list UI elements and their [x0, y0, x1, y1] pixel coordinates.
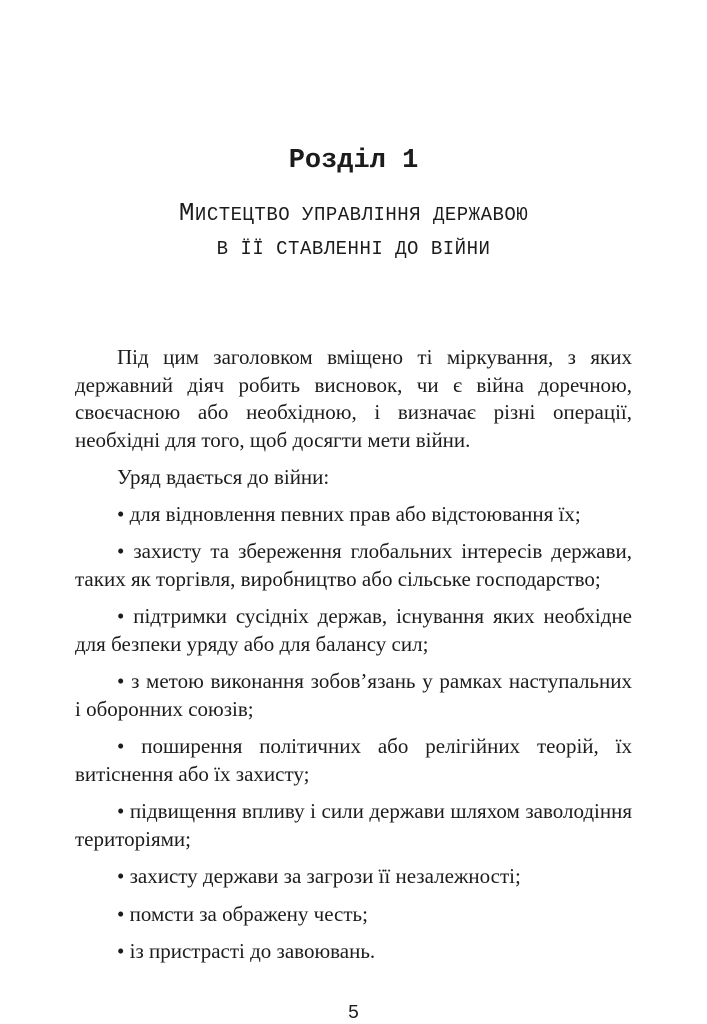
- bullet-icon: •: [117, 501, 125, 526]
- bullet-icon: •: [117, 799, 125, 823]
- bullet-text: підвищення впливу і сили держави шляхом заволодіння територіями;: [75, 799, 633, 851]
- bullet-item: [75, 863, 632, 891]
- chapter-heading: Розділ 1: [288, 146, 419, 176]
- bullet-icon: •: [117, 864, 125, 888]
- bullet-item: [75, 733, 632, 788]
- bullet-item: [75, 668, 632, 723]
- body-text: [75, 344, 632, 966]
- bullet-text: захисту держави за загрози її незалежності;: [129, 864, 521, 888]
- bullet-icon: •: [117, 539, 125, 563]
- bullet-item: [75, 603, 632, 658]
- bullet-icon: •: [117, 734, 125, 758]
- chapter-title-line1: МИСТЕЦТВО УПРАВЛІННЯ ДЕРЖАВОЮ: [178, 198, 529, 228]
- bullet-item: [75, 501, 632, 529]
- bullet-text: захисту та збереження глобальних інтересів держави, таких як торгівля, виробництво або сільське господарство;: [75, 539, 632, 591]
- bullet-text: поширення політичних або релігійних теорій, їх витіснення або їх захисту;: [75, 734, 632, 786]
- bullet-icon: •: [117, 669, 125, 693]
- bullet-text: з метою виконання зобов’язань у рамках наступальних і оборонних союзів;: [75, 669, 632, 721]
- bullet-text: підтримки сусідніх держав, існування яких необхідне для безпеки уряду або для балансу сил;: [75, 604, 632, 656]
- page-number: 5: [347, 1001, 360, 1024]
- bullet-text: для відновлення певних прав або відстоювання їх;: [129, 501, 581, 526]
- chapter-title-line2: В ЇЇ СТАВЛЕННІ ДО ВІЙНИ: [216, 238, 491, 260]
- bullet-icon: •: [117, 939, 125, 963]
- bullet-text: із пристрасті до завоювань.: [129, 939, 376, 963]
- bullet-item: [75, 938, 632, 966]
- bullet-item: [75, 798, 632, 853]
- bullet-icon: •: [117, 604, 125, 628]
- lead-line: Уряд вдається до війни:: [117, 465, 330, 489]
- intro-paragraph: Під цим заголовком вміщено ті міркування, з яких державний діяч робить висновок, чи є війна доречною, своєчасною або необхідною, і визначає різні операції, необхідні для того, щоб досягти мети війни.: [75, 345, 632, 452]
- bullet-item: [75, 538, 632, 593]
- bullet-icon: •: [117, 901, 125, 926]
- bullet-text: помсти за ображену честь;: [129, 901, 368, 926]
- bullet-item: [75, 901, 632, 929]
- chapter-title: [75, 196, 632, 266]
